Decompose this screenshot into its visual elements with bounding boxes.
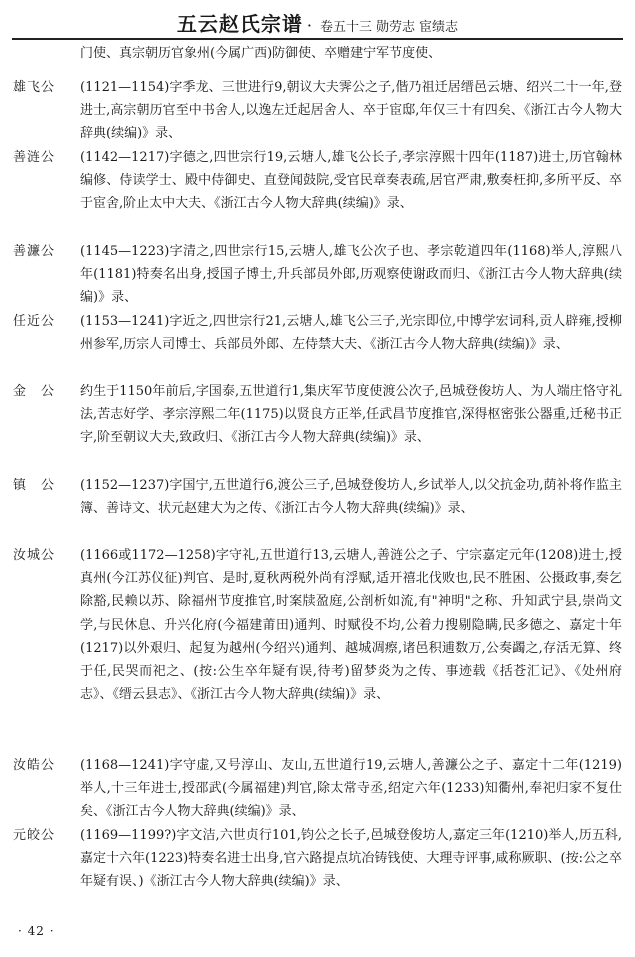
- lead-paragraph: 门使、真宗朝历官象州(今属广西)防御使、卒赠建宁军节度使、: [80, 46, 442, 61]
- title-separator: ·: [306, 16, 313, 35]
- entry-text: (1145—1223)字清之,四世宗行15,云塘人,雄飞公次子也、孝宗乾道四年(1168)举人,淳熙八年(1181)特奏名出身,授国子博士,升兵部员外郎,历观察使谢政而归、《浙江古今人物大辞典(续编)》录、: [80, 244, 622, 306]
- volume-label: 卷五十三: [320, 20, 373, 35]
- entry-name: 汝城公: [13, 548, 56, 563]
- entry-text: (1142—1217)字德之,四世宗行19,云塘人,雄飞公长子,孝宗淳熙十四年(1187)进士,历官翰林编修、侍读学士、殿中侍御史、直登闻鼓院,受官民章奏表疏,居官严肃,敷奏枉抑,多所平反、卒于宦舍,阶止太中大夫、《浙江古今人物大辞典(续编)》录、: [80, 150, 622, 212]
- entry-text: (1166或1172—1258)字守礼,五世道行13,云塘人,善涟公之子、宁宗嘉定元年(1208)进士,授真州(今江苏仪征)判官、是时,夏秋两税外尚有浮赋,适开禧北伐败也,民不胜困、公摄政事,奏乞除豁,民赖以苏、除福州节度推官,时案牍盈庭,公剖析如流,有"神明"之称、升知武宁县,崇尚文学,与民休息、升兴化府(今福建莆田)通判、时赋役不均,公着力搜剔隐瞒,民多德之、嘉定十年(1217)以外艰归、起复为越州(今绍兴)通判、越城凋瘵,诸邑积逋数万,公奏蠲之,存活无算、终于任,民哭而祀之、(按:公生卒年疑有误,待考)留梦炎为之传、事迹载《括苍汇记》、《处州府志》、《缙云县志》、《浙江古今人物大辞典(续编)》录、: [80, 548, 622, 703]
- entry-text: (1121—1154)字季龙、三世进行9,朝议大夫霁公之子,偕乃祖迁居缙邑云塘、绍兴二十一年,登进士,高宗朝历官至中书舍人,以逸左迁起居舍人、卒于宦邸,年仅三十有四矣、《浙江古今人物大辞典(续编)》录、: [80, 80, 622, 142]
- section-label-a: 勋劳志: [376, 20, 416, 35]
- entry-name: 善濂公: [13, 244, 56, 259]
- entry-text: (1153—1241)字近之,四世宗行21,云塘人,雄飞公三子,光宗即位,中博学宏词科,贡人辟雍,授柳州参军,历宗人司博士、兵部员外郎、左侍禁大夫、《浙江古今人物大辞典(续编)》录、: [80, 314, 622, 353]
- entry-name: 雄飞公: [13, 80, 56, 95]
- entry-name: 元皎公: [13, 828, 56, 843]
- entry-name: 镇 公: [13, 478, 56, 493]
- page-number: · 42 ·: [18, 924, 55, 938]
- section-label-b: 宦绩志: [419, 20, 459, 35]
- entry-text: (1168—1241)字守虚,又号淳山、友山,五世道行19,云塘人,善濂公之子、嘉定十二年(1219)举人,十三年进士,授邵武(今属福建)判官,除太常寺丞,绍定六年(1233)知衢州,奉祀归家不复仕矣、《浙江古今人物大辞典(续编)》录、: [80, 758, 622, 820]
- header-rule: [12, 38, 623, 40]
- entry-text: (1152—1237)字国宁,五世道行6,渡公三子,邑城登俊坊人,乡试举人,以父抗金功,荫补将作监主簿、善诗文、状元赵建大为之传、《浙江古今人物大辞典(续编)》录、: [80, 478, 622, 517]
- entry-name: 善涟公: [13, 150, 56, 165]
- entry-text: (1169—1199?)字文洁,六世贞行101,钧公之长子,邑城登俊坊人,嘉定三年(1210)举人,历五科,嘉定十六年(1223)特奏名进士出身,官六路提点坑冶铸钱使、大理寺评事,咸称厥职、(按:公之卒年疑有误、)《浙江古今人物大辞典(续编)》录、: [80, 828, 622, 890]
- entry-name: 汝皓公: [13, 758, 56, 773]
- entry-name: 任近公: [13, 314, 56, 329]
- entry-text: 约生于1150年前后,字国泰,五世道行1,集庆军节度使渡公次子,邑城登俊坊人、为人端庄恪守礼法,苦志好学、孝宗淳熙二年(1175)以贤良方正举,任武昌节度推官,深得枢密张公器重,迁秘书正字,阶至朝议大夫,致政归、《浙江古今人物大辞典(续编)》录、: [80, 384, 622, 446]
- entry-name: 金 公: [13, 384, 56, 399]
- book-title: 五云赵氏宗谱: [176, 12, 303, 36]
- page-header: [12, 8, 623, 34]
